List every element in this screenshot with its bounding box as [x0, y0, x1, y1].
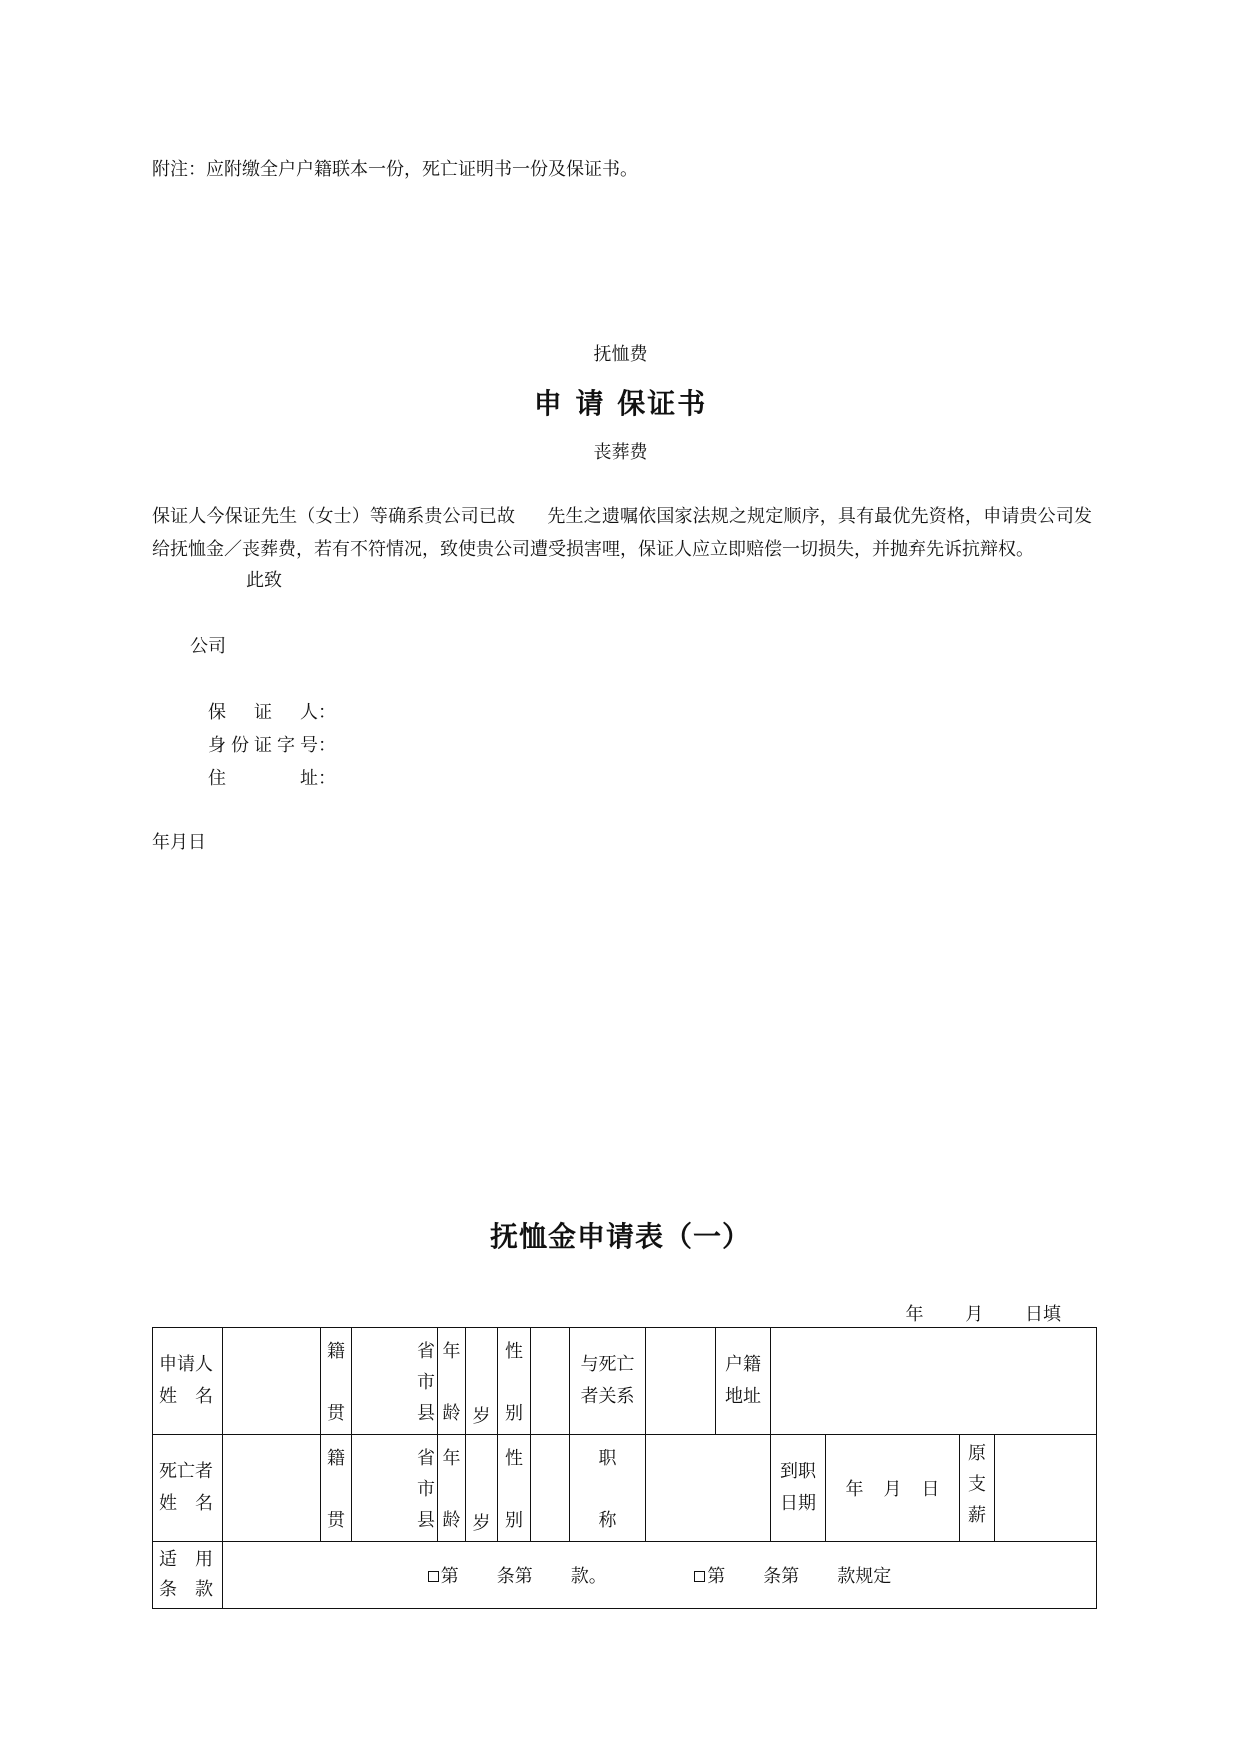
form-title: 抚恤金申请表（一） — [489, 1220, 751, 1253]
join-date-label: 到职 日期 — [771, 1435, 826, 1542]
address-label: 住 址 — [208, 768, 318, 789]
guarantee-body-part2: 先生之遗嘱依国家法规之规定顺序，具有最优先资格，申请贵公司发给抚恤金／丧葬费，若有不符情况，致使贵公司遭受损害哩，保证人应立即赔偿一切损失，并抛弃先诉抗辩权。 — [152, 506, 1093, 560]
address-field: 住 址： — [208, 764, 336, 790]
household-address-input[interactable] — [771, 1328, 1097, 1435]
applicant-age-input[interactable]: 岁 — [466, 1328, 498, 1435]
deceased-sex-label: 性 别 — [498, 1435, 531, 1542]
table-row-clause — [153, 1542, 1097, 1609]
guarantee-date-line: 年月日 — [152, 832, 206, 853]
checkbox-icon[interactable] — [428, 1571, 439, 1582]
deceased-sex-input[interactable] — [531, 1435, 570, 1542]
id-number-field: 身份证字号： — [208, 731, 336, 757]
relation-label: 与死亡 者关系 — [570, 1328, 646, 1435]
applicant-sex-label: 性 别 — [498, 1328, 531, 1435]
applicant-native-label: 籍 贯 — [321, 1328, 352, 1435]
checkbox-icon[interactable] — [694, 1571, 705, 1582]
applicant-name-label: 申请人 姓 名 — [153, 1328, 223, 1435]
addressee-text: 公司 — [190, 636, 226, 657]
date-year: 年 — [905, 1304, 924, 1325]
guarantee-body-part1: 保证人今保证先生（女士）等确系贵公司已故 — [152, 506, 516, 527]
guarantee-title: 申 请 保证书 — [533, 387, 708, 420]
guarantee-lower-label: 丧葬费 — [593, 442, 648, 463]
deceased-age-input[interactable]: 岁 — [466, 1435, 498, 1542]
deceased-native-label: 籍 贯 — [321, 1435, 352, 1542]
date-day: 日填 — [1025, 1304, 1061, 1325]
applicant-age-label: 年 龄 — [438, 1328, 466, 1435]
table-row-deceased — [153, 1435, 1097, 1542]
applicant-native-input[interactable]: 省 市 县 — [352, 1328, 438, 1435]
guarantor-label: 保 证 人 — [208, 702, 318, 723]
household-address-label: 户籍 地址 — [716, 1328, 771, 1435]
attachment-note: 附注：应附缴全户户籍联本一份，死亡证明书一份及保证书。 — [152, 159, 638, 180]
job-title-label: 职 称 — [570, 1435, 646, 1542]
applicable-clause-options — [223, 1542, 1097, 1609]
clause-option-2[interactable]: 第 条第 款规定 — [694, 1562, 891, 1588]
applicable-clause-label: 适 用 条 款 — [153, 1542, 223, 1609]
job-title-input[interactable] — [646, 1435, 771, 1542]
closing-text: 此致 — [246, 570, 282, 591]
date-month: 月 — [965, 1304, 984, 1325]
id-number-label: 身份证字号 — [208, 735, 318, 756]
join-date-input[interactable]: 年 月 日 — [826, 1435, 960, 1542]
applicant-sex-input[interactable] — [531, 1328, 570, 1435]
table-row-applicant — [153, 1328, 1097, 1435]
applicant-name-input[interactable] — [223, 1328, 321, 1435]
deceased-age-label: 年 龄 — [438, 1435, 466, 1542]
original-salary-cell[interactable]: 原 支 薪 — [960, 1435, 1097, 1542]
guarantor-field: 保 证 人： — [208, 698, 336, 724]
deceased-native-input[interactable]: 省 市 县 — [352, 1435, 438, 1542]
deceased-name-input[interactable] — [223, 1435, 321, 1542]
relation-input[interactable] — [646, 1328, 716, 1435]
form-date-fill — [870, 1300, 1061, 1326]
application-form-table — [152, 1327, 1097, 1609]
deceased-name-label: 死亡者 姓 名 — [153, 1435, 223, 1542]
guarantee-body — [152, 500, 1092, 566]
guarantee-upper-label: 抚恤费 — [593, 344, 648, 365]
clause-option-1[interactable]: 第 条第 款。 — [428, 1562, 607, 1588]
